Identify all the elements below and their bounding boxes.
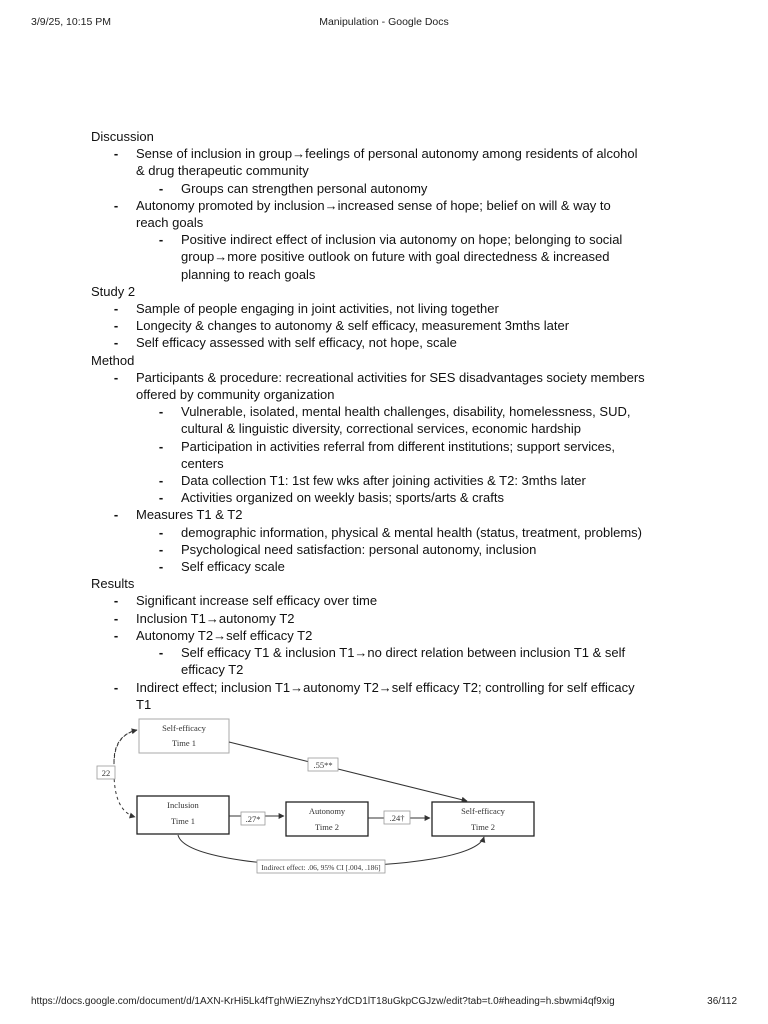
bullet-text-line: Participants & procedure: recreational activities for SES disadvantages society members bbox=[136, 369, 645, 385]
bullet-text-line: cultural & linguistic diversity, correctional services, economic hardship bbox=[181, 421, 582, 437]
label-self-efficacy-t1-b: Time 1 bbox=[171, 738, 197, 748]
bullet-text-line: Groups can strengthen personal autonomy bbox=[181, 180, 428, 196]
bullet-text-line: Self efficacy assessed with self efficacy, not hope, scale bbox=[136, 335, 457, 351]
bullet-item-level-1 bbox=[91, 506, 691, 523]
bullet-marker: - bbox=[158, 438, 164, 454]
bullet-marker: - bbox=[158, 232, 164, 248]
bullet-item-level-2 bbox=[91, 231, 691, 283]
label-inclusion-t1-b: Time 1 bbox=[170, 816, 196, 826]
bullet-item-level-1 bbox=[91, 300, 691, 317]
bullet-text-line: Data collection T1: 1st few wks after joining activities & T2: 3mths later bbox=[181, 473, 586, 489]
label-autonomy-t2-a: Autonomy bbox=[308, 806, 346, 816]
covariance-value: 22 bbox=[101, 768, 111, 778]
bullet-item-level-2 bbox=[91, 644, 691, 678]
bullet-marker: - bbox=[113, 335, 119, 351]
indirect-effect-label: Indirect effect: .06, 95% CI [.004, .186] bbox=[261, 863, 381, 872]
bullet-text-line: Indirect effect; inclusion T1→autonomy T2→self efficacy T2; controlling for self efficacy bbox=[136, 679, 635, 695]
path-covariance bbox=[97, 730, 137, 817]
bullet-marker: - bbox=[158, 524, 164, 540]
bullet-text-line: Longecity & changes to autonomy & self efficacy, measurement 3mths later bbox=[136, 318, 570, 334]
print-doc-title: Manipulation - Google Docs bbox=[319, 16, 449, 28]
bullet-text-line: centers bbox=[181, 455, 224, 471]
label-inclusion-t1-a: Inclusion bbox=[167, 800, 199, 810]
bullet-text-line: reach goals bbox=[136, 215, 204, 231]
print-page-number: 36/112 bbox=[707, 996, 737, 1007]
bullet-text-line: Psychological need satisfaction: personal autonomy, inclusion bbox=[181, 541, 537, 557]
document-body bbox=[91, 128, 691, 713]
bullet-item-level-1 bbox=[91, 334, 691, 351]
bullet-text-line: offered by community organization bbox=[136, 387, 335, 403]
bullet-marker: - bbox=[113, 507, 119, 523]
bullet-item-level-2 bbox=[91, 472, 691, 489]
bullet-item-level-1 bbox=[91, 317, 691, 334]
bullet-item-level-2 bbox=[91, 558, 691, 575]
bullet-item-level-1 bbox=[91, 610, 691, 627]
bullet-marker: - bbox=[158, 490, 164, 506]
bullet-marker: - bbox=[158, 645, 164, 661]
box-autonomy-t2 bbox=[286, 802, 368, 836]
box-self-efficacy-t2 bbox=[432, 802, 534, 836]
inclusion-autonomy-value: .27* bbox=[245, 814, 261, 824]
bullet-text-line: group→more positive outlook on future with goal directedness & increased bbox=[181, 249, 610, 265]
bullet-item-level-1 bbox=[91, 627, 691, 644]
bullet-text-line: T1 bbox=[136, 696, 152, 712]
section-heading: Method bbox=[91, 352, 135, 368]
bullet-marker: - bbox=[113, 369, 119, 385]
bullet-text-line: Positive indirect effect of inclusion via autonomy on hope; belonging to social bbox=[181, 232, 623, 248]
bullet-text-line: efficacy T2 bbox=[181, 662, 244, 678]
bullet-marker: - bbox=[113, 679, 119, 695]
path-indirect-effect bbox=[178, 835, 484, 873]
mediation-diagram bbox=[92, 716, 612, 886]
bullet-marker: - bbox=[158, 541, 164, 557]
bullet-text-line: Measures T1 & T2 bbox=[136, 507, 243, 523]
bullet-text-line: & drug therapeutic community bbox=[136, 163, 309, 179]
bullet-marker: - bbox=[113, 197, 119, 213]
label-self-efficacy-t2-b: Time 2 bbox=[470, 822, 496, 832]
bullet-text-line: Vulnerable, isolated, mental health challenges, disability, homelessness, SUD, bbox=[181, 404, 631, 420]
bullet-item-level-2 bbox=[91, 180, 691, 197]
bullet-item-level-1 bbox=[91, 145, 691, 179]
bullet-text-line: planning to reach goals bbox=[181, 266, 316, 282]
bullet-item-level-2 bbox=[91, 541, 691, 558]
bullet-text-line: Activities organized on weekly basis; sports/arts & crafts bbox=[181, 490, 504, 506]
bullet-marker: - bbox=[158, 404, 164, 420]
bullet-marker: - bbox=[113, 627, 119, 643]
label-self-efficacy-t2-a: Self-efficacy bbox=[461, 806, 505, 816]
label-autonomy-t2-b: Time 2 bbox=[314, 822, 340, 832]
bullet-text-line: Self efficacy T1 & inclusion T1→no direct relation between inclusion T1 & self bbox=[181, 645, 626, 661]
bullet-text-line: Sample of people engaging in joint activities, not living together bbox=[136, 301, 499, 317]
path-autonomy-to-self-efficacy bbox=[368, 811, 430, 824]
bullet-item-level-1 bbox=[91, 197, 691, 231]
bullet-text-line: Significant increase self efficacy over time bbox=[136, 593, 378, 609]
bullet-marker: - bbox=[113, 301, 119, 317]
bullet-text-line: Autonomy T2→self efficacy T2 bbox=[136, 627, 313, 643]
bullet-text-line: Self efficacy scale bbox=[181, 559, 285, 575]
print-footer bbox=[31, 996, 737, 1012]
label-self-efficacy-t1-a: Self-efficacy bbox=[162, 723, 206, 733]
box-self-efficacy-t1 bbox=[139, 719, 229, 753]
section-heading: Study 2 bbox=[91, 283, 136, 299]
bullet-item-level-2 bbox=[91, 438, 691, 472]
autonomy-self-efficacy-value: .24† bbox=[389, 813, 405, 823]
bullet-item-level-1 bbox=[91, 679, 691, 713]
print-datetime: 3/9/25, 10:15 PM bbox=[31, 16, 111, 28]
bullet-item-level-2 bbox=[91, 524, 691, 541]
bullet-item-level-1 bbox=[91, 369, 691, 403]
bullet-marker: - bbox=[113, 146, 119, 162]
box-inclusion-t1 bbox=[137, 796, 229, 834]
bullet-text-line: Participation in activities referral from different institutions; support services, bbox=[181, 438, 615, 454]
bullet-item-level-2 bbox=[91, 403, 691, 437]
bullet-item-level-1 bbox=[91, 592, 691, 609]
bullet-marker: - bbox=[158, 180, 164, 196]
self-efficacy-path-value: .55** bbox=[313, 760, 333, 770]
section-heading: Discussion bbox=[91, 129, 154, 144]
path-inclusion-to-autonomy bbox=[229, 812, 284, 825]
print-url: https://docs.google.com/document/d/1AXN-KrHi5Lk4fTghWiEZnyhszYdCD1lT18uGkpCGJzw/edit?tab=t.0#heading=h.sbwmi4qf9xig bbox=[31, 996, 615, 1007]
bullet-item-level-2 bbox=[91, 489, 691, 506]
bullet-marker: - bbox=[113, 610, 119, 626]
bullet-marker: - bbox=[158, 559, 164, 575]
mediation-model-figure bbox=[92, 716, 612, 886]
bullet-text-line: demographic information, physical & mental health (status, treatment, problems) bbox=[181, 524, 642, 540]
bullet-text-line: Sense of inclusion in group→feelings of personal autonomy among residents of alcohol bbox=[136, 146, 638, 162]
bullet-marker: - bbox=[113, 318, 119, 334]
bullet-text-line: Autonomy promoted by inclusion→increased sense of hope; belief on will & way to bbox=[136, 197, 611, 213]
bullet-text-line: Inclusion T1→autonomy T2 bbox=[136, 610, 295, 626]
bullet-marker: - bbox=[158, 473, 164, 489]
path-self-efficacy-t1-to-t2 bbox=[229, 742, 467, 801]
print-header bbox=[31, 16, 737, 32]
bullet-marker: - bbox=[113, 593, 119, 609]
section-heading: Results bbox=[91, 576, 135, 592]
